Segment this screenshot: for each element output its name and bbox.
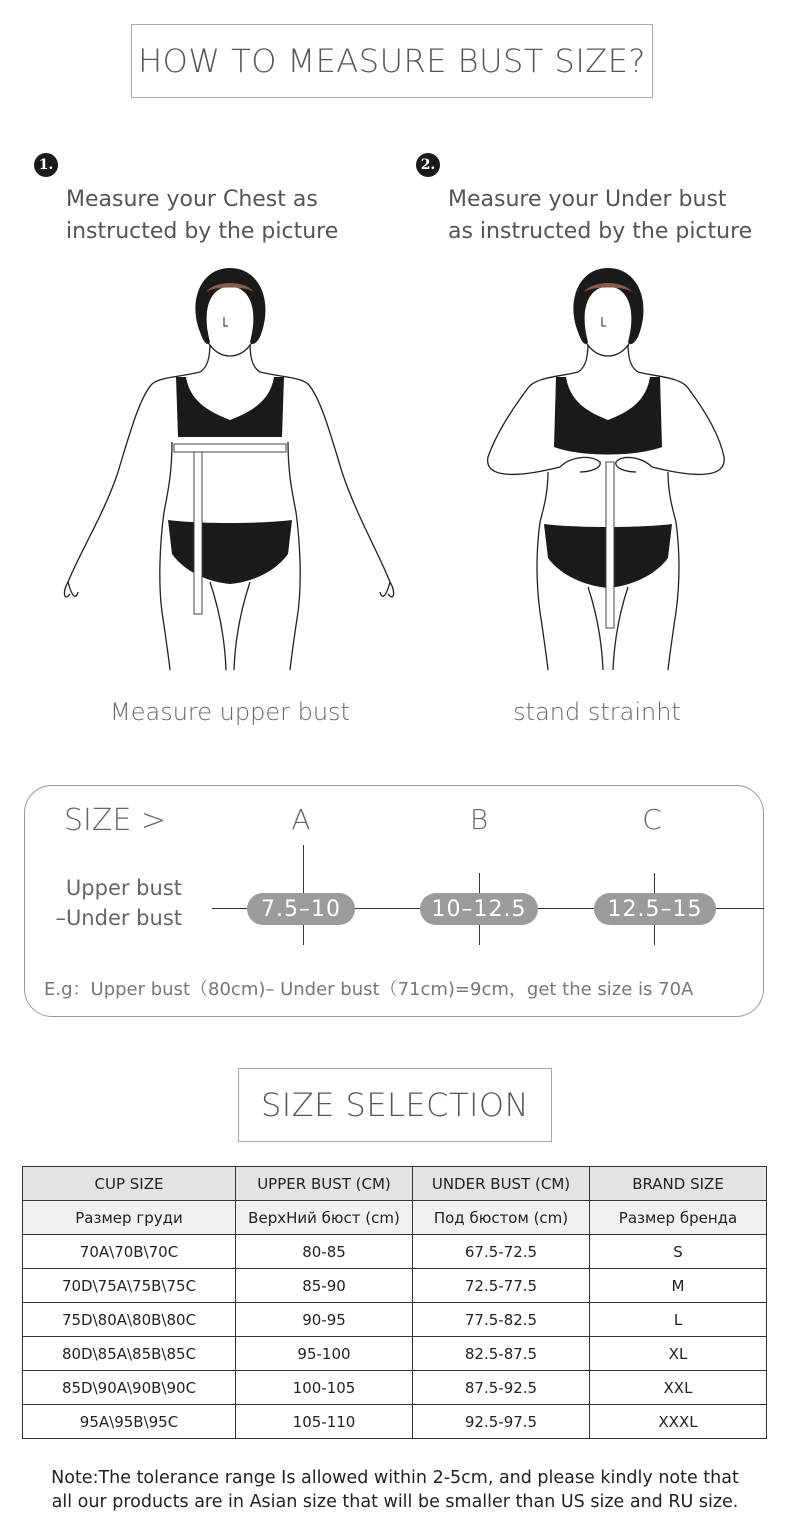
bust-difference-label <box>12 873 182 933</box>
subheader-upper-bust: ВерхНий бюст (cm) <box>236 1201 413 1235</box>
cell-cup-size: 80D\85A\85B\85C <box>23 1337 236 1371</box>
step-1-instruction <box>66 184 406 248</box>
bust-difference-line-2: –Under bust <box>55 906 182 930</box>
range-pill-b: 10–12.5 <box>420 893 538 925</box>
cell-brand-size: L <box>590 1303 767 1337</box>
table-row <box>23 1405 767 1439</box>
cell-upper-bust: 90-95 <box>236 1303 413 1337</box>
header-brand-size: BRAND SIZE <box>590 1167 767 1201</box>
cell-cup-size: 85D\90A\90B\90C <box>23 1371 236 1405</box>
header-cup-size: CUP SIZE <box>23 1167 236 1201</box>
subheader-under-bust: Под бюстом (cm) <box>413 1201 590 1235</box>
table-row <box>23 1337 767 1371</box>
cell-brand-size: XXL <box>590 1371 767 1405</box>
cell-cup-size: 95A\95B\95C <box>23 1405 236 1439</box>
step-2-line-1: Measure your Under bust <box>448 187 727 212</box>
cell-under-bust: 87.5-92.5 <box>413 1371 590 1405</box>
cup-letter-c: C <box>642 803 662 836</box>
cell-upper-bust: 105-110 <box>236 1405 413 1439</box>
cell-cup-size: 75D\80A\80B\80C <box>23 1303 236 1337</box>
table-row <box>23 1269 767 1303</box>
page-title: HOW TO MEASURE BUST SIZE? <box>131 24 653 98</box>
cell-upper-bust: 80-85 <box>236 1235 413 1269</box>
note-line-1: Note:The tolerance range Is allowed within 2-5cm, and please kindly note that <box>51 1468 739 1488</box>
table-header-row <box>23 1167 767 1201</box>
subheader-brand-size: Размер бренда <box>590 1201 767 1235</box>
cell-cup-size: 70D\75A\75B\75C <box>23 1269 236 1303</box>
cell-under-bust: 67.5-72.5 <box>413 1235 590 1269</box>
cell-cup-size: 70A\70B\70C <box>23 1235 236 1269</box>
size-selection-table <box>22 1166 767 1439</box>
cell-under-bust: 72.5-77.5 <box>413 1269 590 1303</box>
table-row <box>23 1235 767 1269</box>
size-selection-title: SIZE SELECTION <box>238 1068 552 1142</box>
upper-bust-figure-illustration <box>60 262 400 672</box>
cell-under-bust: 82.5-87.5 <box>413 1337 590 1371</box>
step-1-line-2: instructed by the picture <box>66 219 339 244</box>
range-pill-c: 12.5–15 <box>594 893 716 925</box>
table-subheader-row <box>23 1201 767 1235</box>
cell-brand-size: XXXL <box>590 1405 767 1439</box>
cell-upper-bust: 85-90 <box>236 1269 413 1303</box>
stand-straight-caption: stand strainht <box>513 698 681 726</box>
step-1-line-1: Measure your Chest as <box>66 187 318 212</box>
header-under-bust: UNDER BUST (CM) <box>413 1167 590 1201</box>
size-label: SIZE > <box>64 803 167 838</box>
cup-letter-b: B <box>469 803 489 836</box>
step-1-badge: 1. <box>34 153 58 177</box>
cell-upper-bust: 100-105 <box>236 1371 413 1405</box>
step-2-instruction <box>448 184 788 248</box>
cup-letter-a: A <box>291 803 311 836</box>
cell-under-bust: 77.5-82.5 <box>413 1303 590 1337</box>
table-row <box>23 1303 767 1337</box>
size-example-text: E.g：Upper bust（80cm)– Under bust（71cm)=9cm，get the size is 70A <box>44 979 694 1000</box>
cell-brand-size: XL <box>590 1337 767 1371</box>
cell-brand-size: M <box>590 1269 767 1303</box>
range-pill-a: 7.5–10 <box>247 893 355 925</box>
subheader-cup-size: Размер груди <box>23 1201 236 1235</box>
step-2-badge: 2. <box>416 153 440 177</box>
note-line-2: all our products are in Asian size that will be smaller than US size and RU size. <box>51 1492 739 1512</box>
header-upper-bust: UPPER BUST (CM) <box>236 1167 413 1201</box>
size-note <box>20 1466 770 1514</box>
cell-under-bust: 92.5-97.5 <box>413 1405 590 1439</box>
upper-bust-caption: Measure upper bust <box>110 698 350 726</box>
cell-upper-bust: 95-100 <box>236 1337 413 1371</box>
under-bust-figure-illustration <box>440 262 760 672</box>
bust-difference-line-1: Upper bust <box>65 876 182 900</box>
step-2-line-2: as instructed by the picture <box>448 219 753 244</box>
cell-brand-size: S <box>590 1235 767 1269</box>
table-row <box>23 1371 767 1405</box>
